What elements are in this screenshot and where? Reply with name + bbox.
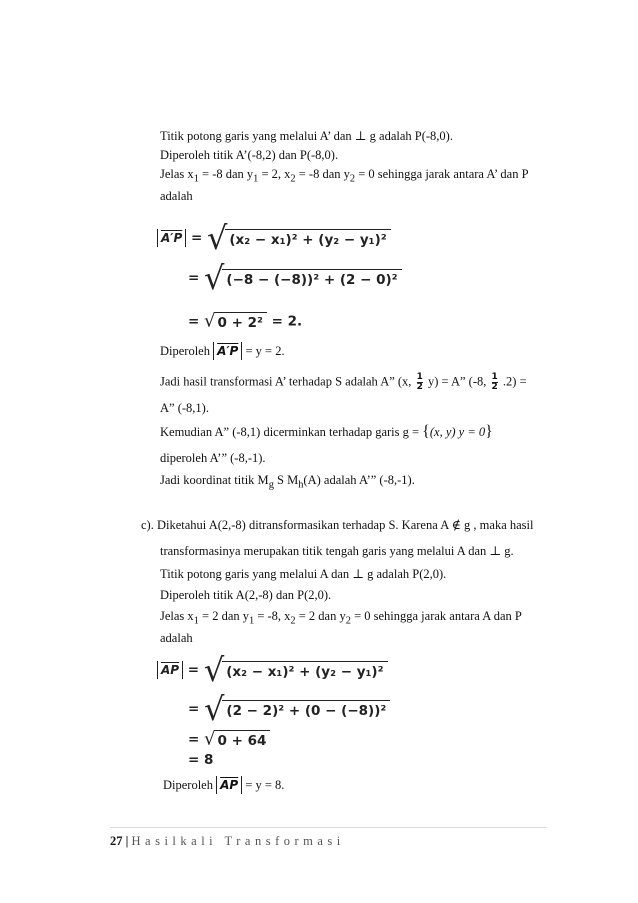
distance-equation-line-1: $\overline{AP}$ = √ (x₂ − x₁)² + (y₂ − y₁)² — [157, 654, 388, 686]
distance-equation-line-3: = √ 0 + 2² = 2. — [188, 310, 303, 332]
text-line: Diperoleh titik A(2,-8) dan P(2,0). — [160, 588, 332, 602]
text-line: Jadi koordinat titik $M_g$ S $M_h(A)$ adalah A’” (-8,-1). — [160, 473, 415, 491]
radical: √ (2 − 2)² + (0 − (−8))² — [204, 693, 390, 725]
text-line: adalah — [160, 631, 193, 645]
radical: √ 0 + 64 — [204, 730, 270, 749]
text-line: Jelas $x_1 = 2$ dan $y_1 = -8$, $x_2 = 2$ dan $y_2 = 0$ sehingga jarak antara A dan P — [160, 609, 522, 627]
abs-vector-ap: A′P — [157, 229, 186, 247]
text-line: Diperoleh $\overline{AP} = y = 8$. — [163, 778, 285, 792]
page-number: 27 — [110, 834, 123, 848]
text-line: diperoleh A’” (-8,-1). — [160, 451, 266, 465]
text-line: Jadi hasil transformasi A’ terhadap S adalah A” (x, $\frac{1}{2}$ y) = A” (-8, $\frac{1}{2}$ .2) = — [160, 372, 527, 392]
fraction-half: $\frac{1}{2}$ — [491, 372, 498, 392]
distance-equation-line-2: = √ (2 − 2)² + (0 − (−8))² — [188, 693, 390, 725]
text-line: Titik potong garis yang melalui A’ dan ⊥ g adalah P(-8,0). — [160, 129, 453, 143]
distance-equation-line-4: = 8 — [188, 752, 214, 768]
radical: √ (x₂ − x₁)² + (y₂ − y₁)² — [204, 654, 388, 686]
text-line: adalah — [160, 189, 193, 203]
page-footer: 27 | Hasilkali Transformasi — [110, 834, 345, 848]
text-line: Diperoleh titik A’(-8,2) dan P(-8,0). — [160, 148, 339, 162]
distance-equation-line-3: = √ 0 + 64 — [188, 730, 270, 749]
text-line: c). Diketahui A(2,-8) ditransformasikan terhadap S. Karena A ∉ g , maka hasil — [141, 518, 534, 532]
abs-vector-ap: $\overline{AP}$ — [216, 776, 242, 794]
abs-vector-ap: A′P — [213, 342, 242, 360]
text-line: A” (-8,1). — [160, 401, 209, 415]
running-title: Hasilkali Transformasi — [131, 834, 345, 848]
text-line: Jelas $x_1 = -8$ dan $y_1 = 2$, $x_2 = -8$ dan $y_2 = 0$ sehingga jarak antara A’ dan P — [160, 167, 529, 185]
set-notation: {(x, y) y = 0} — [422, 423, 493, 440]
abs-vector-ap: $\overline{AP}$ — [157, 661, 183, 679]
distance-equation-line-1: A′P = √ (x₂ − x₁)² + (y₂ − y₁)² — [157, 222, 391, 254]
footer-divider — [110, 827, 547, 828]
radical: √ 0 + 2² — [204, 312, 267, 331]
text-line: Kemudian A” (-8,1) dicerminkan terhadap garis g = {(x, y) y = 0} — [160, 423, 493, 440]
radical: √ (x₂ − x₁)² + (y₂ − y₁)² — [207, 222, 391, 254]
text-line: transformasinya merupakan titik tengah garis yang melalui A dan ⊥ g. — [160, 544, 514, 558]
text-line: Diperoleh A′P = y = 2. — [160, 344, 285, 358]
distance-equation-line-2: = √ (−8 − (−8))² + (2 − 0)² — [188, 262, 402, 294]
text-line: Titik potong garis yang melalui A dan ⊥ g adalah P(2,0). — [160, 567, 447, 581]
fraction-half: $\frac{1}{2}$ — [416, 372, 423, 392]
radical: √ (−8 − (−8))² + (2 − 0)² — [204, 262, 402, 294]
